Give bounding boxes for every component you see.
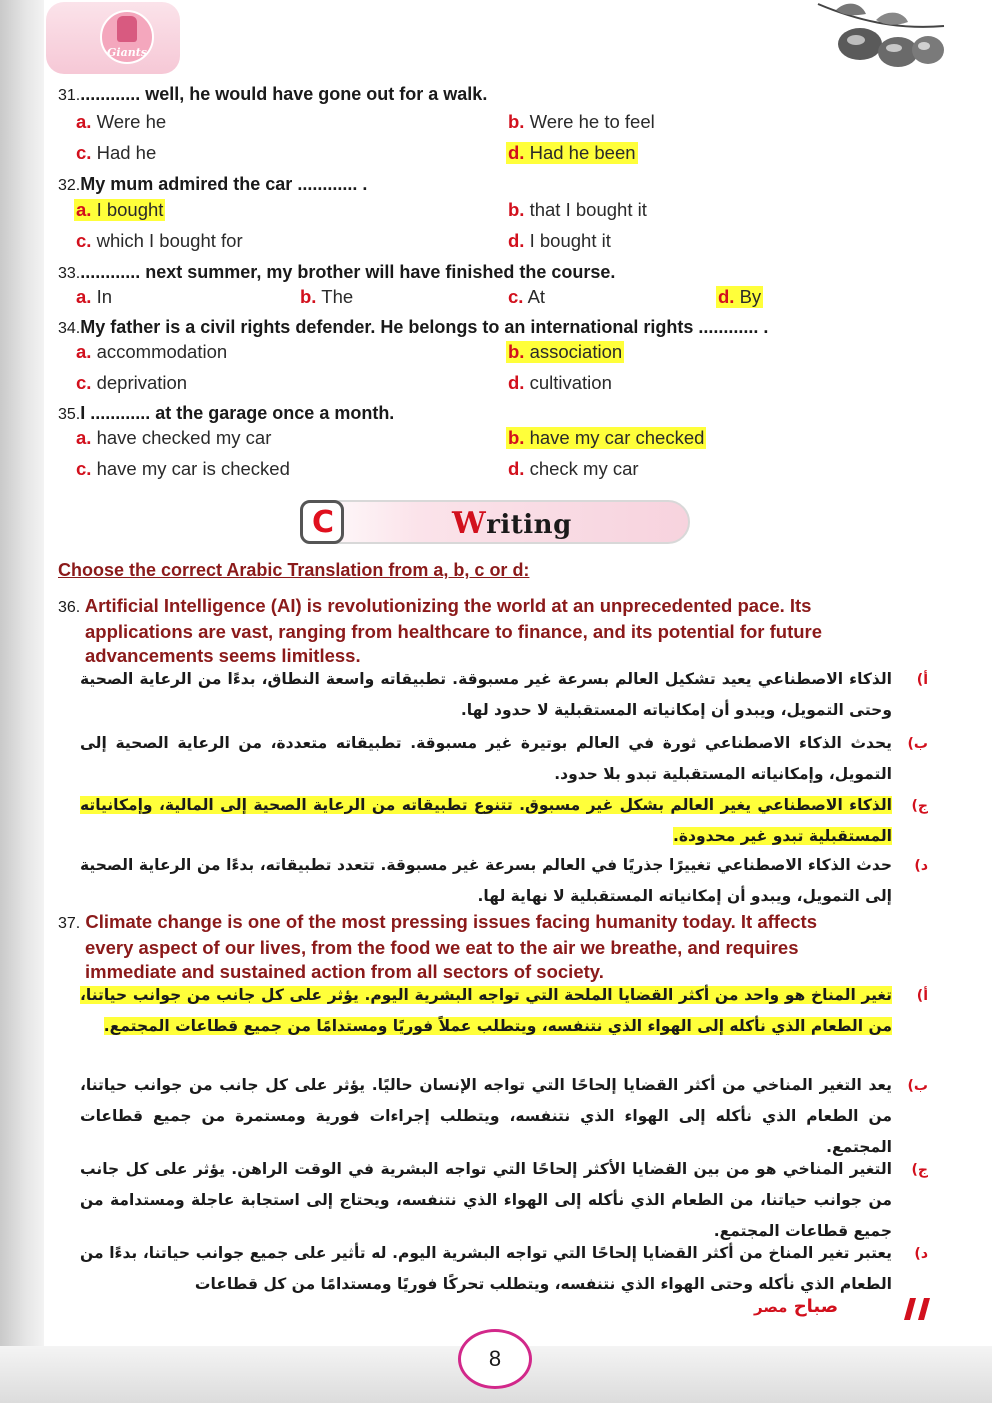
option-33-b[interactable]: b. The	[300, 286, 354, 307]
option-34-c[interactable]: c. deprivation	[76, 372, 188, 393]
option-36-c-letter: (ج	[911, 798, 928, 814]
option-36-d[interactable]: حدث الذكاء الاصطناعي تغييرًا جذريًا في العالم بسرعة غير مسبوقة. تتعدد تطبيقاته، بدءًا من الرعاية الصحية إلى التمويل، ويبدو أن إمكانياته المستقبلية لا نهاية لها.	[80, 856, 892, 905]
option-31-a[interactable]: a. Were he	[76, 111, 167, 132]
option-35-c[interactable]: c. have my car is checked	[76, 458, 290, 479]
footer-brand: صباح مصر	[754, 1296, 839, 1317]
section-instruction: Choose the correct Arabic Translation from a, b, c or d:	[58, 560, 530, 580]
option-36-b-letter: (ب	[907, 736, 928, 752]
option-37-d-letter: (د	[914, 1246, 928, 1262]
option-37-a-answer[interactable]: تغير المناخ هو واحد من أكثر القضايا الملحة التي تواجه البشرية اليوم. يؤثر على كل جانب من جوانب حياتنا، من الطعام الذي نأكله إلى الهواء الذي نتنفسه، ويتطلب عملاً فوريًا ومستدامًا من جميع قطاعات المجتمع.	[80, 986, 892, 1035]
option-36-c-answer[interactable]: الذكاء الاصطناعي يغير العالم بشكل غير مسبوق. تتنوع تطبيقاته من الرعاية الصحية إلى المالية، وإمكانياته المستقبلية تبدو غير محدودة.	[80, 796, 892, 845]
logo-text: Giants	[107, 46, 147, 59]
option-35-d[interactable]: d. check my car	[508, 458, 639, 479]
option-31-c[interactable]: c. Had he	[76, 142, 157, 163]
option-32-d[interactable]: d. I bought it	[508, 230, 611, 251]
option-34-a[interactable]: a. accommodation	[76, 341, 228, 362]
fist-icon	[117, 16, 137, 42]
option-37-a-letter: (أ	[916, 988, 928, 1004]
question-33: 33............. next summer, my brother will have finished the course.	[58, 262, 616, 282]
option-37-b[interactable]: يعد التغير المناخي من أكثر القضايا إلحاحًا التي تواجه الإنسان حاليًا. يؤثر على كل جانب من جوانب حياتنا، من الطعام الذي نأكله إلى الهواء الذي نتنفسه، ويتطلب إجراءات فورية ومستمرة من جميع قطاعات المجتمع.	[80, 1076, 892, 1156]
question-36: 36. Artificial Intelligence (AI) is revolutionizing the world at an unprecedented pace. Its applications are vast, ranging from healthcare to finance, and its potential for future advancements seems limitless.	[58, 595, 823, 666]
option-31-d-answer[interactable]: d. Had he been	[508, 142, 636, 163]
question-34: 34.My father is a civil rights defender. He belongs to an international rights ............ .	[58, 317, 769, 337]
page-number: 8	[458, 1329, 532, 1389]
option-34-b-answer[interactable]: b. association	[508, 341, 623, 362]
option-37-c-letter: (ج	[911, 1162, 928, 1178]
option-32-c[interactable]: c. which I bought for	[76, 230, 243, 251]
side-panel	[0, 0, 44, 1403]
question-31: 31............. well, he would have gone out for a walk.	[58, 84, 488, 104]
option-34-d[interactable]: d. cultivation	[508, 372, 612, 393]
option-37-d[interactable]: يعتبر تغير المناخ من أكثر القضايا إلحاحًا التي تواجه البشرية اليوم. له تأثير على جميع جوانب حياتنا، بدءًا من الطعام الذي نأكله وحتى الهواء الذي نتنفسه، ويتطلب تحركًا فوريًا ومستدامًا من كل قطاعات	[80, 1244, 892, 1293]
option-33-d-answer[interactable]: d. By	[718, 286, 762, 307]
section-title: Writing	[452, 506, 572, 541]
option-32-a-answer[interactable]: a. I bought	[76, 199, 164, 220]
option-32-b[interactable]: b. that I bought it	[508, 199, 647, 220]
option-36-d-letter: (د	[914, 858, 928, 874]
option-36-a[interactable]: الذكاء الاصطناعي يعيد تشكيل العالم بسرعة غير مسبوقة. تطبيقاته واسعة النطاق، بدءًا من الرعاية الصحية وحتى التمويل، ويبدو أن إمكانياته المستقبلية لا حدود لها.	[80, 670, 892, 719]
question-35: 35.I ............ at the garage once a month.	[58, 403, 395, 423]
option-36-b[interactable]: يحدث الذكاء الاصطناعي ثورة في العالم بوتيرة غير مسبوقة. تطبيقاته متعددة، من الرعاية الصحية إلى التمويل، وإمكانياته المستقبلية تبدو بلا حدود.	[80, 734, 892, 783]
question-37: 37. Climate change is one of the most pressing issues facing humanity today. It affects every aspect of our lives, from the food we eat to the air we breathe, and requires immediate and sustained action from all sectors of society.	[58, 911, 817, 982]
option-37-c[interactable]: التغير المناخي هو من بين القضايا الأكثر إلحاحًا التي تواجه البشرية في الوقت الراهن. يؤثر على كل جانب من جوانب حياتنا، من الطعام الذي نأكله إلى الهواء الذي نتنفسه، ويحتاج إلى استجابة عاجلة ومستدامة من جميع قطاعات المجتمع.	[80, 1160, 892, 1240]
option-35-b-answer[interactable]: b. have my car checked	[508, 427, 705, 448]
option-33-a[interactable]: a. In	[76, 286, 113, 307]
olive-branch-icon	[816, 0, 946, 80]
option-36-a-letter: (أ	[916, 672, 928, 688]
question-32: 32.My mum admired the car ............ .	[58, 174, 368, 194]
option-37-b-letter: (ب	[907, 1078, 928, 1094]
option-35-a[interactable]: a. have checked my car	[76, 427, 272, 448]
option-31-b[interactable]: b. Were he to feel	[508, 111, 655, 132]
brand-stripes-icon	[904, 1298, 936, 1320]
section-letter-badge: C	[300, 500, 344, 544]
option-33-c[interactable]: c. At	[508, 286, 546, 307]
